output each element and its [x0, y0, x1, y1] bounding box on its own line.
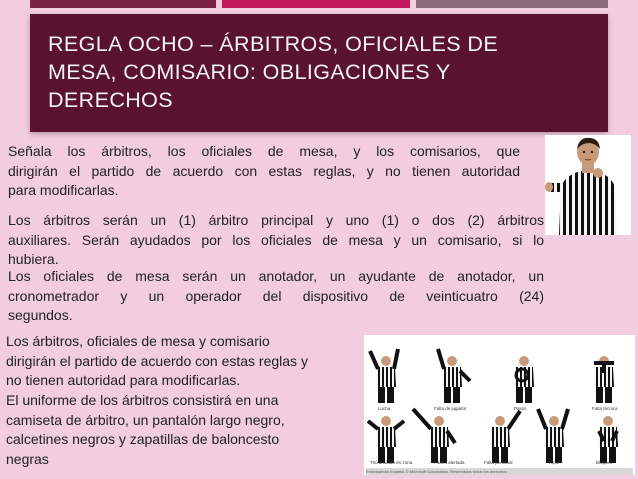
- strip-segment: [416, 0, 608, 8]
- title-box: [30, 14, 608, 132]
- text-line: camiseta de árbitro, un pantalón largo negro,: [6, 411, 285, 428]
- text-line: Los oficiales de mesa serán un anotador, un ayudante de anotador, un: [8, 268, 544, 284]
- signals-illustration: [364, 335, 635, 468]
- paragraph-uniform: [6, 391, 356, 469]
- signal-label: Partes alertada: [434, 460, 465, 465]
- strip-segment: [222, 0, 410, 8]
- signal-label: Tiro anulado en zona: [370, 460, 413, 465]
- text-line: hubiera.: [8, 251, 59, 267]
- text-line: para modificarlas.: [8, 182, 119, 198]
- text-line: cronometrador y un operador del dispositivo de veinticuatro (24): [8, 287, 544, 304]
- signal-label: Pasos: [514, 406, 527, 411]
- text-line: dirigirán el partido de acuerdo con estas reglas, y no tienen autoridad: [8, 162, 520, 179]
- text-line: segundos.: [8, 307, 73, 323]
- signal-label: Falta de jugador: [434, 406, 467, 411]
- text-line: Los árbitros, oficiales de mesa y comisario: [6, 333, 270, 349]
- signal-label: Falta técnica: [592, 406, 618, 411]
- text-line: Los árbitros serán un (1) árbitro principal y uno (1) o dos (2) árbitros: [8, 212, 544, 228]
- text-line: Señala los árbitros, los oficiales de mesa, y los comisarios, que: [8, 143, 520, 159]
- image-credit: Enciclopedia Encarta. © Microsoft Corporation. Reservados todos los derechos.: [366, 468, 633, 475]
- title-line: DERECHOS: [48, 88, 174, 112]
- referee-signals-figure: [364, 335, 635, 475]
- strip-segment: [30, 0, 216, 8]
- slide-title: [48, 30, 598, 114]
- text-line: El uniforme de los árbitros consistirá en una: [6, 392, 279, 408]
- text-line: calcetines negros y zapatillas de baloncesto: [6, 431, 280, 447]
- text-line: dirigirán el partido de acuerdo con estas reglas y: [6, 352, 308, 369]
- signal-label: Triple: [548, 460, 560, 465]
- text-line: auxiliares. Serán ayudados por los oficiales de mesa y un comisario, si lo: [8, 231, 544, 248]
- paragraph-direct-game: [6, 332, 366, 391]
- signal-label: Falta personal: [484, 460, 513, 465]
- signal-label: Bloqueo: [596, 460, 613, 465]
- title-line: MESA, COMISARIO: OBLIGACIONES Y: [48, 60, 451, 84]
- paragraph-table-officials: [8, 267, 544, 326]
- signal-label: Lucha: [378, 406, 391, 411]
- text-line: no tienen autoridad para modificarlas.: [6, 372, 241, 388]
- text-line: negras: [6, 450, 49, 467]
- title-line: REGLA OCHO – ÁRBITROS, OFICIALES DE: [48, 32, 499, 56]
- referee-photo: [545, 135, 631, 235]
- paragraph-referees: [8, 211, 544, 270]
- paragraph-intro: [8, 142, 520, 201]
